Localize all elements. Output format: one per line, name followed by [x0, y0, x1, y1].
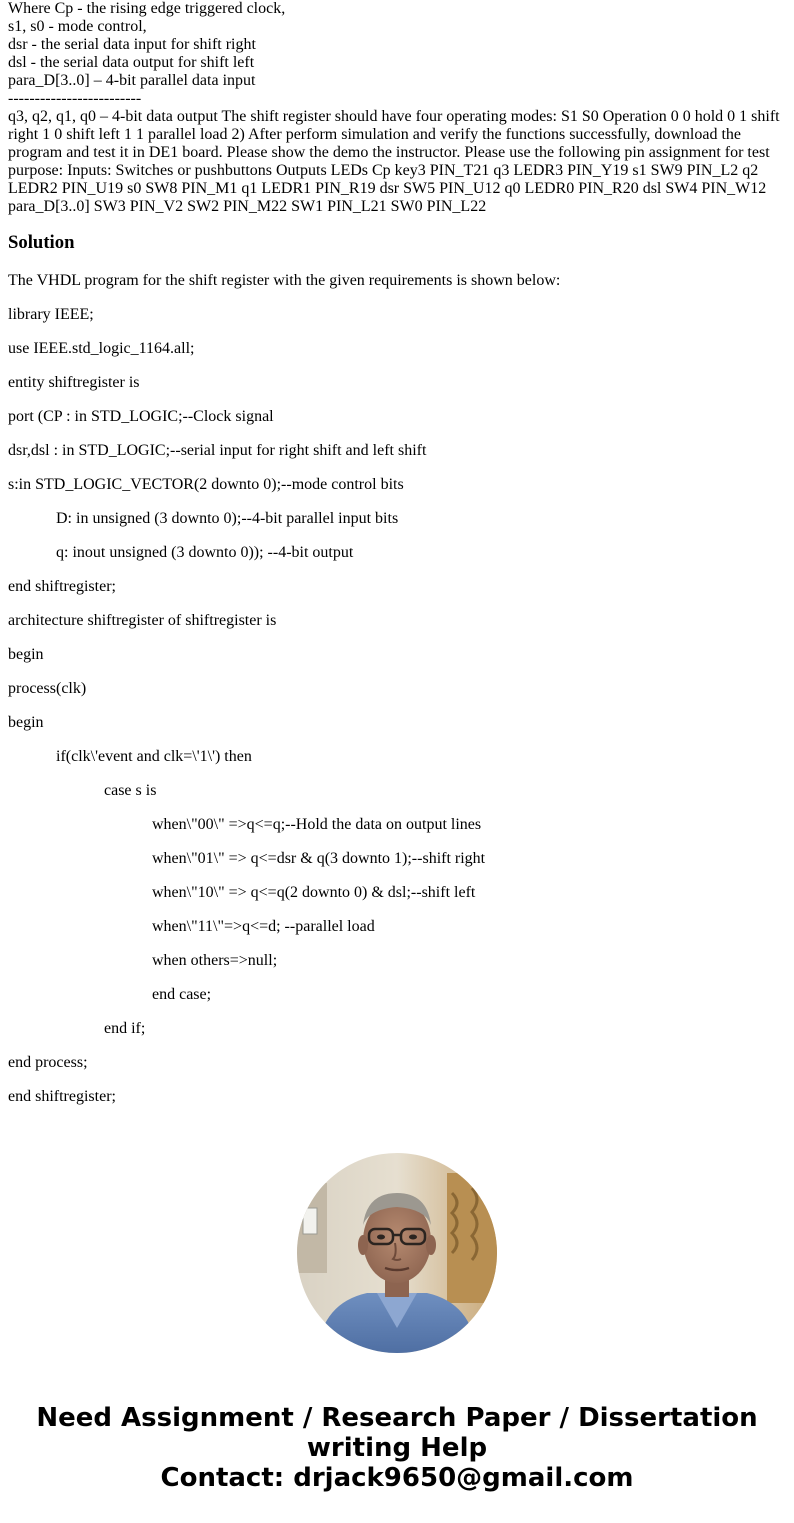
code-line: entity shiftregister is [8, 374, 140, 391]
banner-line: Need Assignment / Research Paper / Dissertation [36, 1403, 758, 1433]
code-line: D: in unsigned (3 downto 0);--4-bit parallel input bits [56, 510, 399, 527]
code-line: case s is [104, 782, 157, 799]
banner-line: writing Help [306, 1433, 488, 1463]
person-portrait-icon [297, 1153, 497, 1353]
code-line: architecture shiftregister of shiftregister is [8, 612, 277, 629]
code-line: when\"11\"=>q<=d; --parallel load [152, 918, 375, 935]
question-line: dsl - the serial data output for shift left [8, 54, 255, 71]
author-avatar [297, 1153, 497, 1353]
code-line: begin [8, 714, 44, 731]
code-line: end shiftregister; [8, 1088, 116, 1105]
code-line: when others=>null; [152, 952, 278, 969]
code-line: end shiftregister; [8, 578, 116, 595]
contact-email: Contact: drjack9650@gmail.com [160, 1463, 634, 1493]
code-line: begin [8, 646, 44, 663]
question-line: s1, s0 - mode control, [8, 18, 147, 35]
question-divider: ------------------------- [8, 90, 142, 107]
code-line: end process; [8, 1054, 88, 1071]
document-page [8, 0, 788, 1105]
solution-intro: The VHDL program for the shift register with the given requirements is shown below: [8, 272, 561, 289]
code-line: end if; [104, 1020, 146, 1037]
code-line: when\"01\" => q<=dsr & q(3 downto 1);--shift right [152, 850, 486, 867]
code-line: when\"00\" =>q<=q;--Hold the data on output lines [152, 816, 482, 833]
question-paragraph: q3, q2, q1, q0 – 4-bit data output The shift register should have four operating modes: S1 S0 Operation 0 0 hold 0 1 shift right 1 0 shift left 1 1 parallel load 2) After perform simulation and verify the functions successfully, download the program and test it in DE1 board. Please show the demo the instructor. Please use the following pin assignment for test purpose: Inputs: Switches or pushbuttons Outputs LEDs Cp key3 PIN_T21 q3 LEDR3 PIN_Y19 s1 SW9 PIN_L2 q2 LEDR2 PIN_U19 s0 SW8 PIN_M1 q1 LEDR1 PIN_R19 dsr SW5 PIN_U12 q0 LEDR0 PIN_R20 dsl SW4 PIN_W12 para_D[3..0] SW3 PIN_V2 SW2 PIN_M22 SW1 PIN_L21 SW0 PIN_L22 [8, 108, 780, 215]
question-line: Where Cp - the rising edge triggered clock, [8, 0, 286, 17]
code-line: process(clk) [8, 680, 87, 697]
code-line: end case; [152, 986, 212, 1003]
code-line: port (CP : in STD_LOGIC;--Clock signal [8, 408, 274, 425]
question-text [8, 0, 788, 216]
code-line: if(clk\'event and clk=\'1\') then [56, 748, 252, 765]
code-line: s:in STD_LOGIC_VECTOR(2 downto 0);--mode control bits [8, 476, 404, 493]
solution-body [8, 272, 788, 1122]
code-line: q: inout unsigned (3 downto 0)); --4-bit output [56, 544, 354, 561]
solution-heading: Solution [8, 232, 75, 253]
code-line: when\"10\" => q<=q(2 downto 0) & dsl;--shift left [152, 884, 476, 901]
question-line: para_D[3..0] – 4-bit parallel data input [8, 72, 256, 89]
contact-banner [0, 1403, 794, 1493]
code-line: use IEEE.std_logic_1164.all; [8, 340, 195, 357]
code-line: library IEEE; [8, 306, 94, 323]
question-line: dsr - the serial data input for shift right [8, 36, 256, 53]
code-line: dsr,dsl : in STD_LOGIC;--serial input for right shift and left shift [8, 442, 427, 459]
